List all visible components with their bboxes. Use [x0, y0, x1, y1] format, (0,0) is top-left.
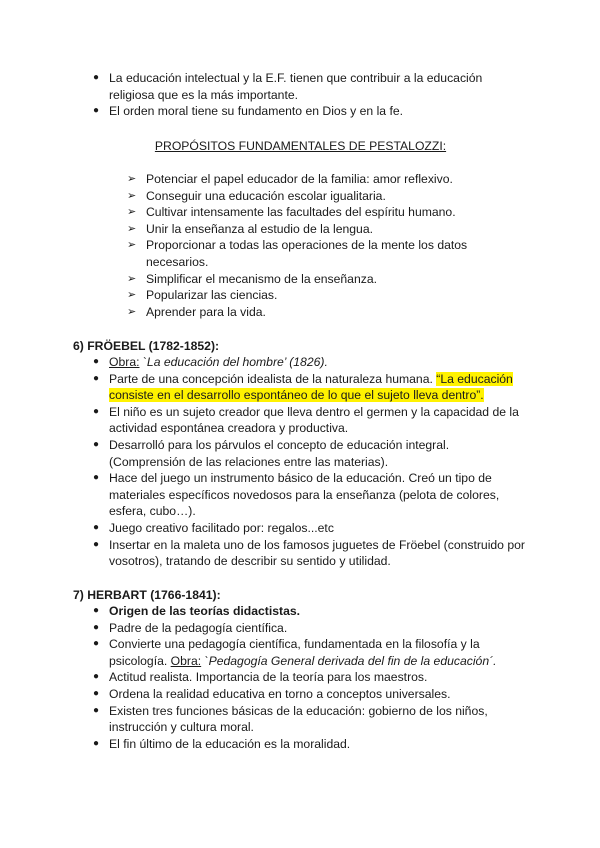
froebel-list [73, 354, 528, 570]
list-item [73, 736, 528, 753]
list-item [73, 70, 518, 103]
bullet-icon: ● [92, 687, 100, 699]
bullet-icon: ● [92, 538, 100, 550]
list-item [127, 304, 477, 321]
list-item [73, 437, 528, 470]
pestalozzi-list [127, 171, 477, 320]
list-item [73, 404, 528, 437]
bullet-icon: ● [92, 438, 100, 450]
bullet-icon: ● [92, 671, 100, 683]
list-item-text: Desarrolló para los párvulos el concepto de educación integral. (Comprensión de las relaciones entre las materias). [109, 437, 450, 469]
list-item-text: Popularizar las ciencias. [146, 288, 278, 303]
list-item-text: Hace del juego un instrumento básico de la educación. Creó un tipo de materiales específicos novedosos para la enseñanza (pelota de colores, esfera, cubo…). [109, 471, 500, 519]
arrow-bullet-icon: ➢ [127, 239, 137, 252]
obra-title: `Pedagogía General derivada del fin de la educación´. [201, 653, 497, 668]
list-item-text: Origen de las teorías didactistas. [109, 604, 301, 618]
bullet-icon: ● [92, 621, 100, 633]
intro-list [73, 70, 518, 120]
list-item [127, 287, 477, 304]
bullet-icon: ● [92, 405, 100, 417]
list-item-text: Parte de una concepción idealista de la naturaleza humana. [109, 371, 437, 386]
list-item [73, 520, 528, 537]
bullet-icon: ● [92, 521, 100, 533]
list-item [73, 603, 528, 620]
list-item-text: Cultivar intensamente las facultades del espíritu humano. [146, 205, 456, 220]
bullet-icon: ● [92, 704, 100, 716]
list-item-text: El orden moral tiene su fundamento en Dios y en la fe. [109, 104, 404, 119]
list-item [73, 371, 528, 404]
bullet-icon: ● [92, 638, 100, 650]
obra-label: Obra: [170, 653, 202, 668]
bullet-icon: ● [92, 605, 100, 616]
obra-title: `La educación del hombre’ (1826). [139, 355, 328, 369]
list-item [73, 354, 528, 371]
list-item-text: La educación intelectual y la E.F. tienen que contribuir a la educación religiosa que es la más importante. [109, 71, 483, 102]
list-item [73, 669, 528, 686]
list-item [127, 171, 477, 188]
list-item-text: Existen tres funciones básicas de la educación: gobierno de los niños, instrucción y cultura moral. [109, 703, 488, 735]
arrow-bullet-icon: ➢ [127, 289, 137, 302]
arrow-bullet-icon: ➢ [127, 189, 137, 202]
arrow-bullet-icon: ➢ [127, 272, 137, 285]
list-item [73, 537, 528, 570]
bullet-icon: ● [92, 356, 100, 367]
froebel-heading: 6) FRÖEBEL (1782-1852): [73, 339, 220, 353]
list-item [127, 204, 477, 221]
list-item [73, 686, 528, 703]
bullet-icon: ● [92, 72, 100, 83]
arrow-bullet-icon: ➢ [127, 222, 137, 235]
list-item-text: Proporcionar a todas las operaciones de la mente los datos necesarios. [146, 238, 468, 269]
list-item-text: Unir la enseñanza al estudio de la lengua. [146, 221, 373, 236]
herbart-heading: 7) HERBART (1766-1841): [73, 588, 221, 602]
list-item [127, 237, 477, 270]
list-item-text: Insertar en la maleta uno de los famosos juguetes de Fröebel (construido por vosotros), tratando de describir su sentido y utilidad. [109, 537, 525, 569]
list-item-text: Convierte una pedagogía científica, fundamentada en la filosofía y la psicología. [109, 637, 480, 668]
bullet-icon: ● [92, 472, 100, 484]
list-item-text: Potenciar el papel educador de la familia: amor reflexivo. [146, 172, 453, 186]
list-item-text: Conseguir una educación escolar igualitaria. [146, 188, 386, 203]
list-item-text: Aprender para la vida. [146, 304, 266, 319]
list-item-text: Ordena la realidad educativa en torno a conceptos universales. [109, 686, 451, 701]
arrow-bullet-icon: ➢ [127, 305, 137, 318]
list-item-text: Actitud realista. Importancia de la teoría para los maestros. [109, 670, 428, 685]
obra-label: Obra: [109, 355, 140, 369]
arrow-bullet-icon: ➢ [127, 173, 137, 185]
list-item [73, 470, 528, 520]
pestalozzi-title: PROPÓSITOS FUNDAMENTALES DE PESTALOZZI: [154, 139, 447, 153]
list-item [73, 703, 528, 736]
bullet-icon: ● [92, 737, 100, 749]
bullet-icon: ● [92, 105, 100, 117]
arrow-bullet-icon: ➢ [127, 206, 137, 219]
list-item [73, 636, 528, 669]
highlighted-quote: “La educación consiste en el desarrollo espontáneo de lo que el sujeto lleva dentro”. [109, 371, 513, 403]
list-item [127, 221, 477, 238]
list-item [127, 188, 477, 205]
bullet-icon: ● [92, 372, 100, 384]
list-item [73, 103, 518, 120]
herbart-list [73, 603, 528, 752]
list-item [127, 271, 477, 288]
list-item-text: El fin último de la educación es la moralidad. [109, 736, 351, 751]
list-item [73, 620, 528, 637]
list-item-text: El niño es un sujeto creador que lleva dentro el germen y la capacidad de la actividad espontánea creadora y productiva. [109, 404, 519, 436]
list-item-text: Juego creativo facilitado por: regalos...etc [109, 520, 334, 535]
list-item-text: Simplificar el mecanismo de la enseñanza. [146, 271, 377, 286]
list-item-text: Padre de la pedagogía científica. [109, 620, 288, 635]
